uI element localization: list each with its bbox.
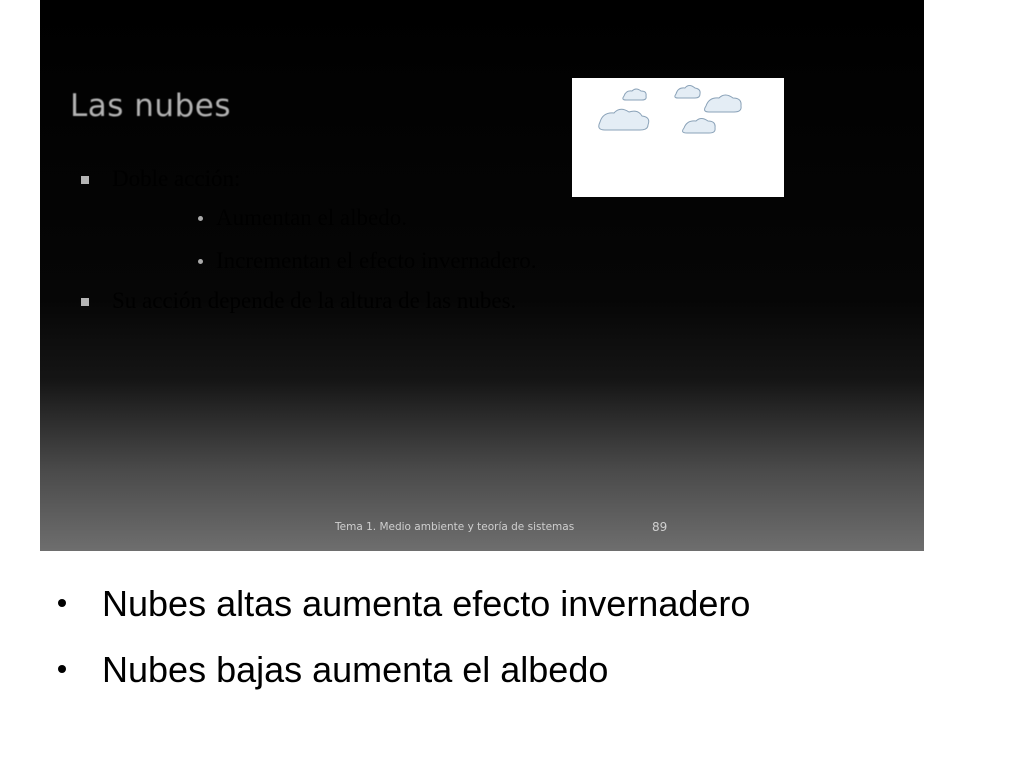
dot-bullet-icon [198,259,203,264]
slide-title: Las nubes [70,88,231,124]
clouds-illustration [572,78,784,197]
slide-bullet-item: Su acción depende de la altura de las nubes. [112,288,517,313]
slide-bullet-item: Doble acción: [112,166,241,191]
dot-bullet-icon [198,216,203,221]
clouds-icon [572,78,784,197]
slide-bullet-item: Incrementan el efecto invernadero. [216,248,537,273]
bullet-icon [58,599,66,607]
square-bullet-icon [81,176,89,184]
note-text: Nubes altas aumenta efecto invernadero [102,583,751,624]
note-text: Nubes bajas aumenta el albedo [102,649,609,690]
slide-image [40,0,924,551]
bullet-icon [58,665,66,673]
slide-footer-text: Tema 1. Medio ambiente y teoría de sistemas [335,521,575,533]
slide-bullet-item: Aumentan el albedo. [216,205,407,230]
slide-page-number: 89 [652,520,668,534]
square-bullet-icon [81,298,89,306]
